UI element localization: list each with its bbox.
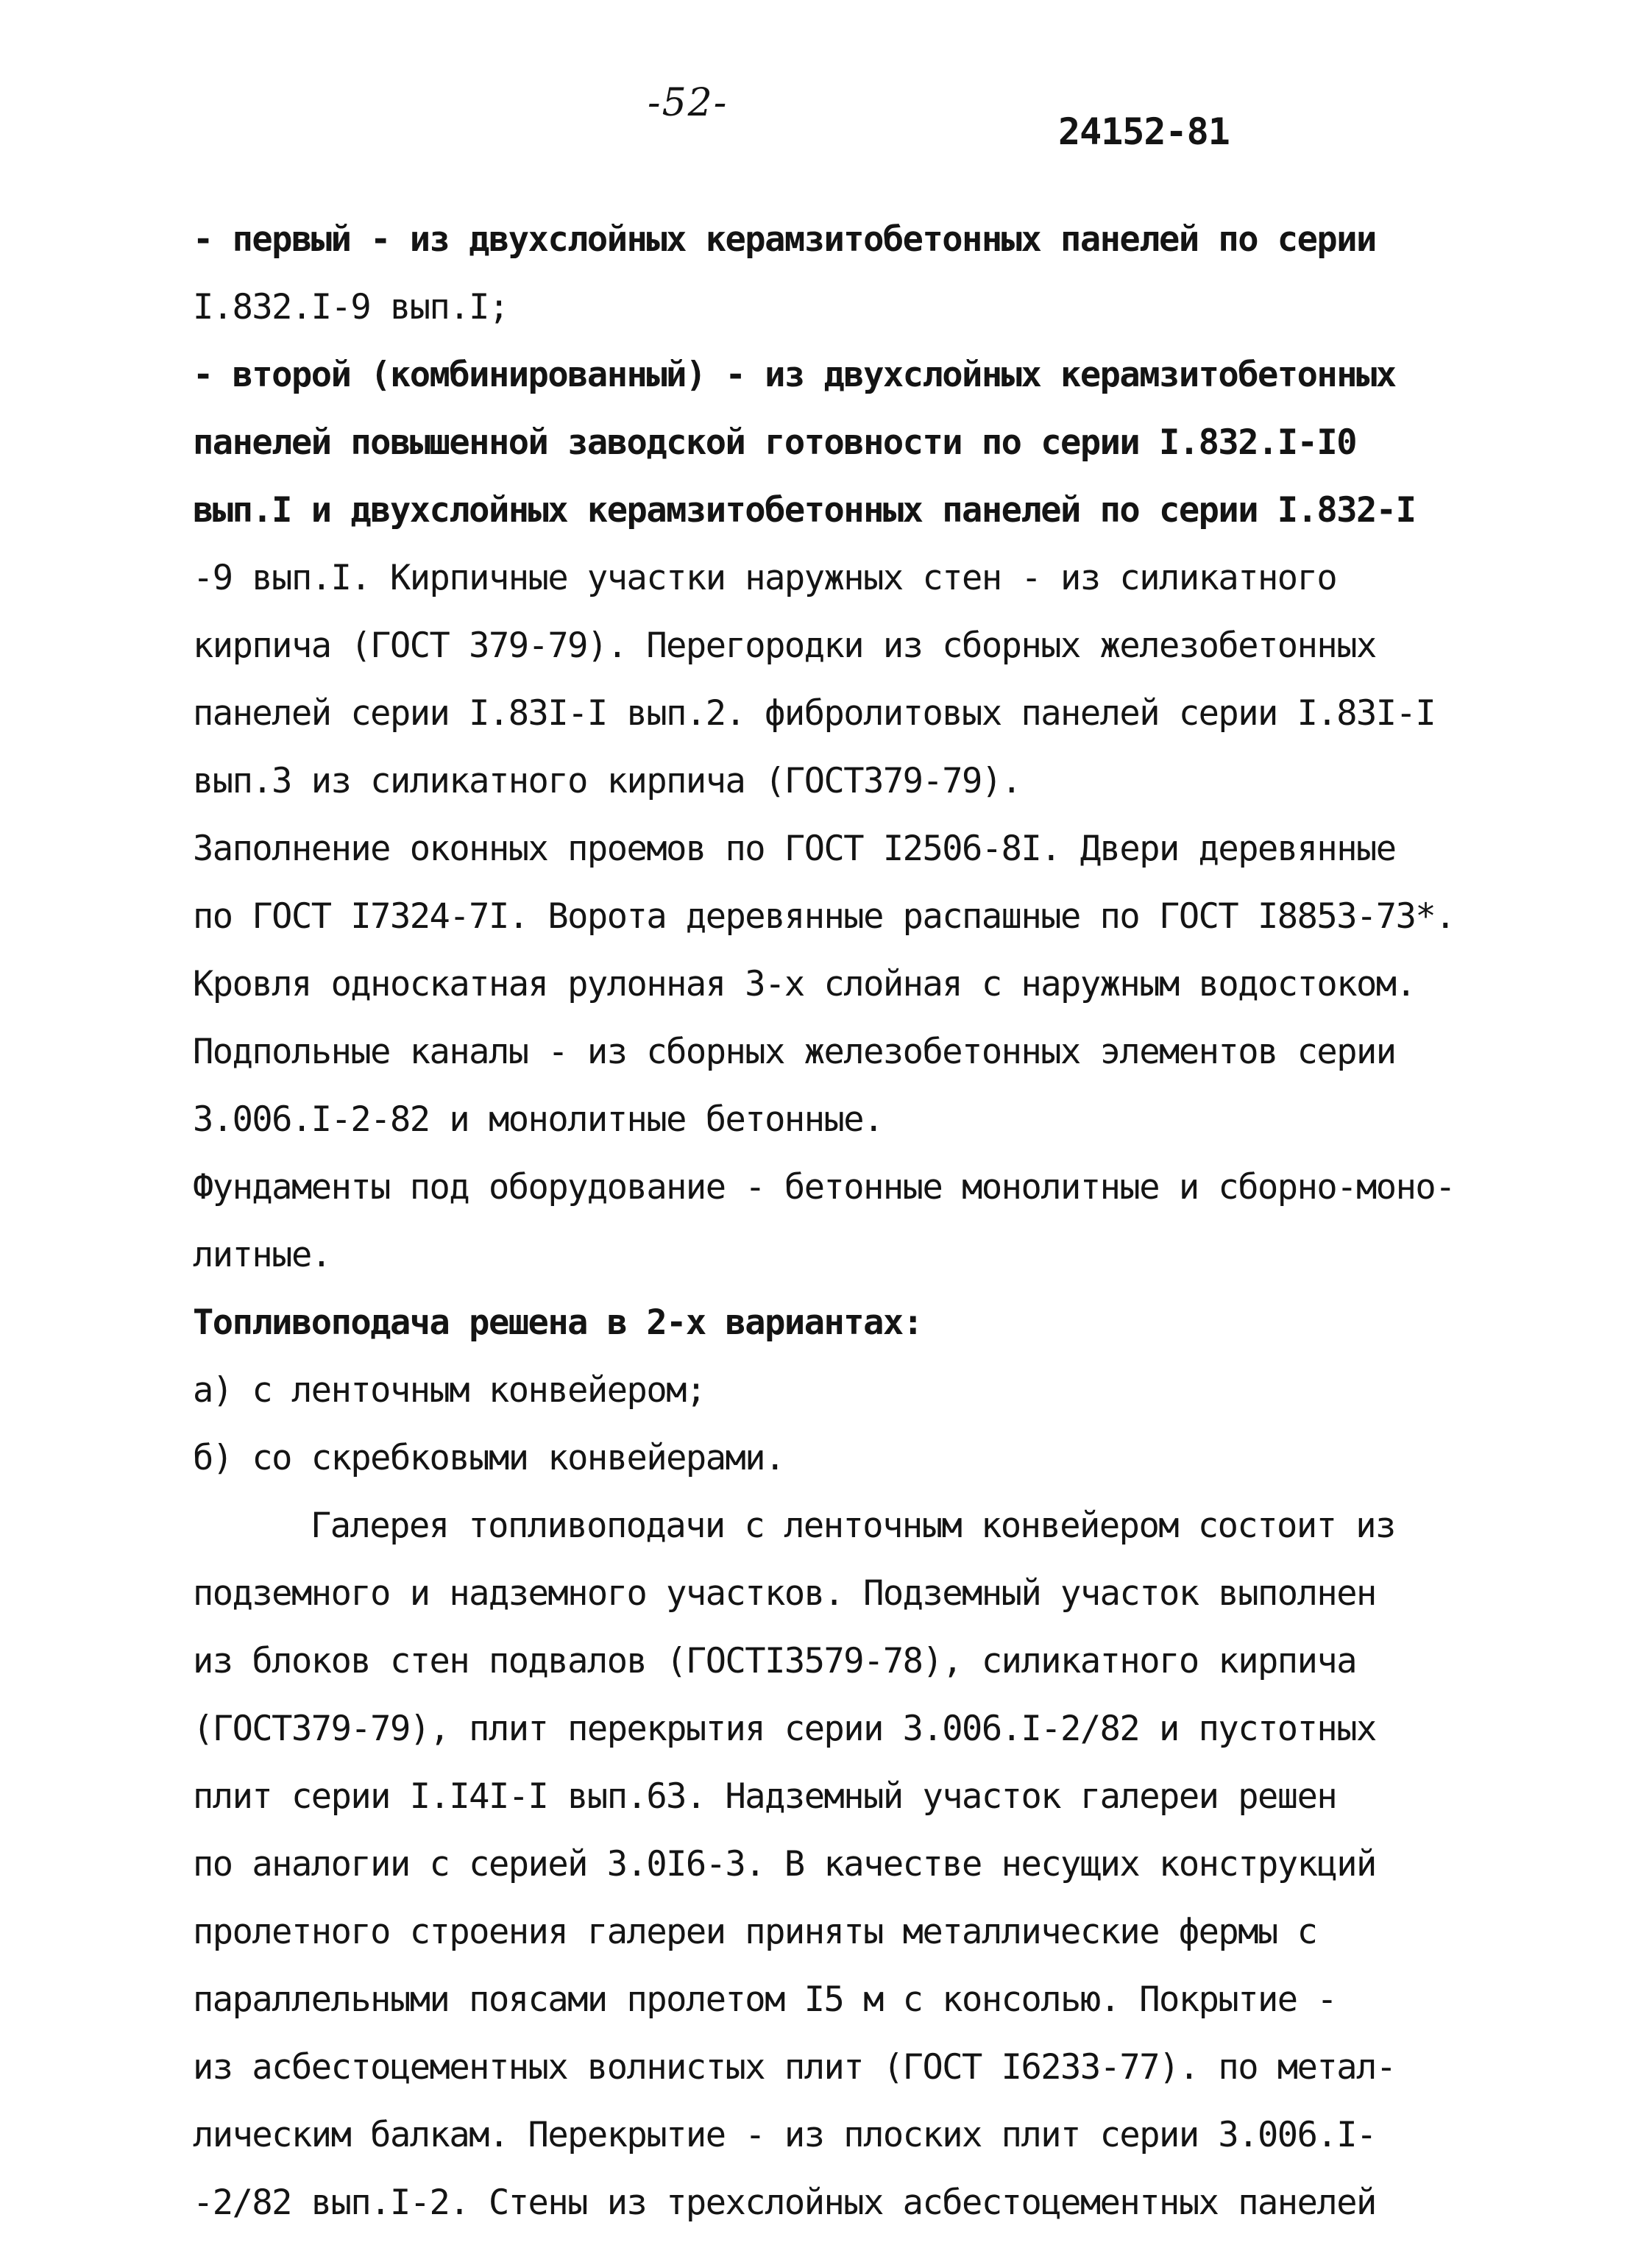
text-line: -9 вып.I. Кирпичные участки наружных стен - из силикатного [193,558,1337,598]
text-line: I.832.I-9 вып.I; [193,287,508,327]
paragraph-first-line: Галерея топливоподачи с ленточным конвейером состоит из [311,1506,1395,1546]
text-line: вып.3 из силикатного кирпича (ГОСТ379-79). [193,761,1021,801]
text-line: - второй (комбинированный) - из двухслойных керамзитобетонных [193,355,1396,395]
text-line: плит серии I.I4I-I вып.63. Надземный участок галереи решен [193,1776,1337,1817]
text-line: -2/82 вып.I-2. Стены из трехслойных асбестоцементных панелей [193,2182,1376,2223]
text-line: литные. [193,1235,331,1275]
text-line: параллельными поясами пролетом I5 м с консолью. Покрытие - [193,1979,1337,2020]
page-number: -52- [648,81,728,125]
text-line: Кровля односкатная рулонная 3-х слойная с наружным водостоком. [193,964,1416,1004]
text-line: из блоков стен подвалов (ГОСТI3579-78), силикатного кирпича [193,1641,1356,1681]
text-line: лическим балкам. Перекрытие - из плоских плит серии 3.006.I- [193,2115,1376,2155]
text-line: Топливоподача решена в 2-х вариантах: [193,1302,923,1343]
text-line: из асбестоцементных волнистых плит (ГОСТ I6233-77). по метал- [193,2047,1396,2088]
text-line: 3.006.I-2-82 и монолитные бетонные. [193,1099,883,1140]
list-item: а) с ленточным конвейером; [193,1370,706,1411]
text-line: по ГОСТ I7324-7I. Ворота деревянные распашные по ГОСТ I8853-73*. [193,896,1455,937]
text-line: подземного и надземного участков. Подземный участок выполнен [193,1573,1376,1614]
text-line: Заполнение оконных проемов по ГОСТ I2506-8I. Двери деревянные [193,829,1396,869]
body-text [193,206,1532,2237]
text-line: Фундаменты под оборудование - бетонные монолитные и сборно-моно- [193,1167,1455,1207]
document-code: 24152-81 [1058,110,1230,153]
text-line: панелей повышенной заводской готовности по серии I.832.I-I0 [193,422,1356,463]
text-line: кирпича (ГОСТ 379-79). Перегородки из сборных железобетонных [193,625,1376,666]
text-line: - первый - из двухслойных керамзитобетонных панелей по серии [193,219,1376,260]
text-line: вып.I и двухслойных керамзитобетонных панелей по серии I.832-I [193,490,1416,531]
text-line: (ГОСТ379-79), плит перекрытия серии 3.006.I-2/82 и пустотных [193,1709,1376,1749]
text-line: пролетного строения галереи приняты металлические фермы с [193,1912,1317,1952]
list-item: б) со скребковыми конвейерами. [193,1438,784,1478]
text-line: панелей серии I.83I-I вып.2. фибролитовых панелей серии I.83I-I [193,693,1436,734]
text-line: по аналогии с серией 3.0I6-3. В качестве несущих конструкций [193,1844,1376,1884]
text-line: Подпольные каналы - из сборных железобетонных элементов серии [193,1032,1396,1072]
